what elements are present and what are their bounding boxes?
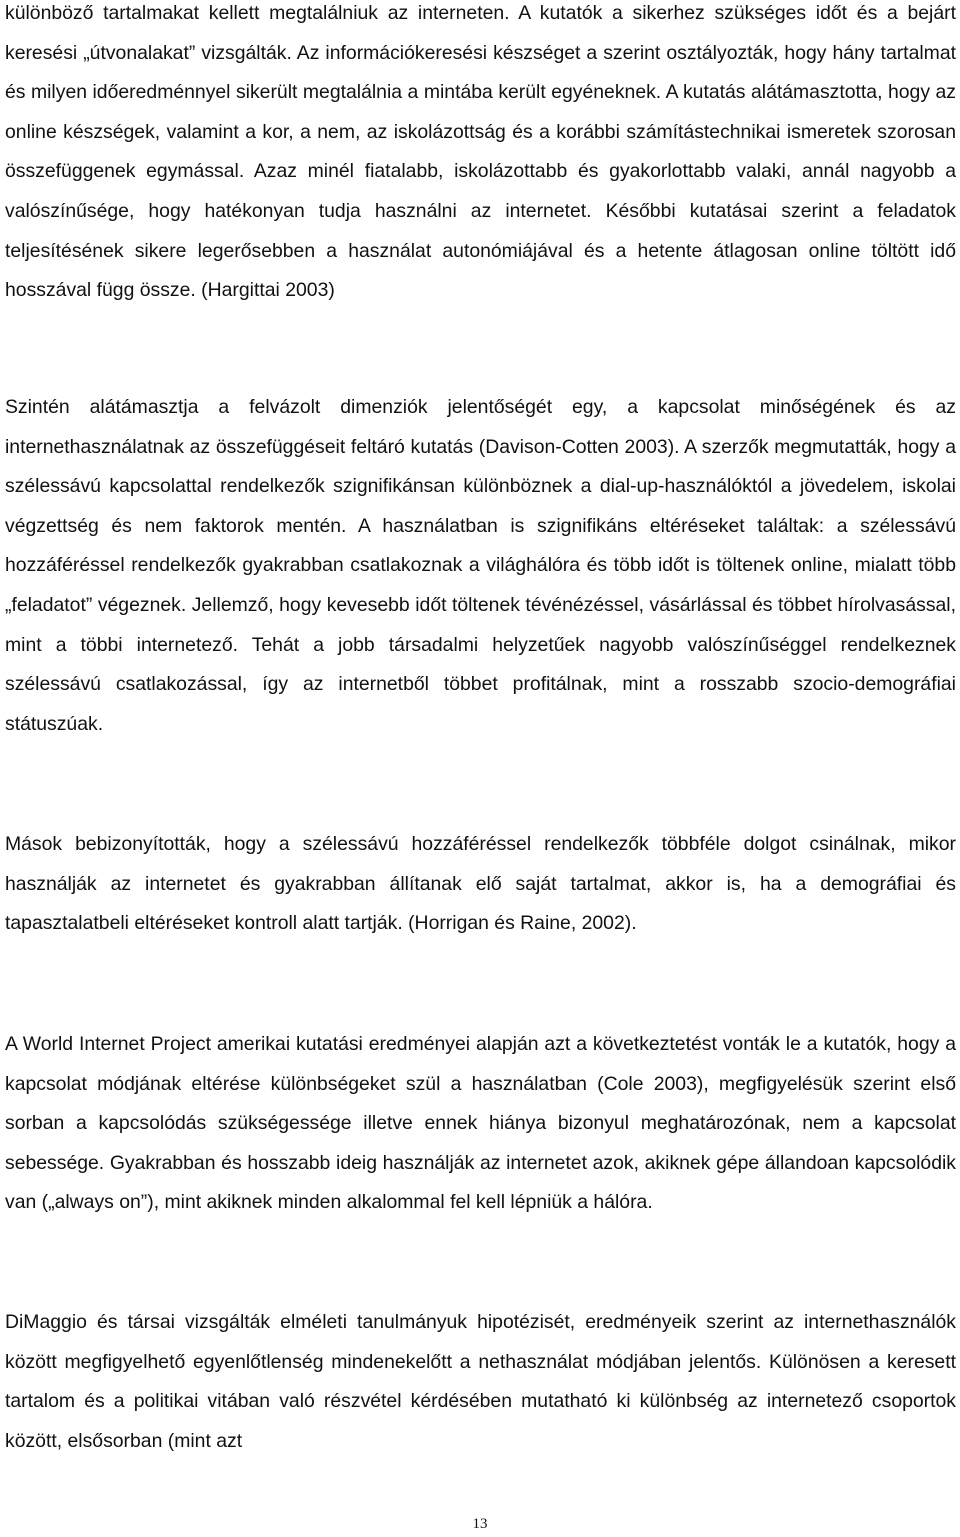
paragraph-horrigan-raine-study: Mások bebizonyították, hogy a szélessávú hozzáféréssel rendelkezők többféle dolgot csinálnak, mikor használják az internetet és gyakrabban állítanak elő saját tartalmat, akkor is, ha a demográfiai és tapasztalatbeli eltéréseket kontroll alatt tartják. (Horrigan és Raine, 2002). [5,833,956,935]
page-number: 13 [472,1516,488,1532]
paragraph-hargittai-study: különböző tartalmakat kellett megtalálniuk az interneten. A kutatók a sikerhez szükséges időt és a bejárt keresési „útvonalakat” vizsgálták. Az információkeresési készséget a szerint osztályozták, hogy hány tartalmat és milyen időeredménnyel sikerült megtalálnia a mintába került egyéneknek. A kutatás alátámasztotta, hogy az online készségek, valamint a kor, a nem, az iskolázottság és a korábbi számítástechnikai ismeretek szorosan összefüggenek egymással. Azaz minél fiatalabb, iskolázottabb és gyakorlottabb valaki, annál nagyobb a valószínűsége, hogy hatékonyan tudja használni az internetet. Későbbi kutatásai szerint a feladatok teljesítésének sikere legerősebben a használat autonómiájával és a hetente átlagosan online töltött idő hosszával függ össze. (Hargittai 2003) [5,2,956,302]
paragraph-davison-cotten-study: Szintén alátámasztja a felvázolt dimenziók jelentőségét egy, a kapcsolat minőségének és az internethasználatnak az összefüggéseit feltáró kutatás (Davison-Cotten 2003). A szerzők megmutatták, hogy a szélessávú kapcsolattal rendelkezők szignifikánsan különböznek a dial-up-használóktól a jövedelem, iskolai végzettség és nem faktorok mentén. A használatban is szignifikáns eltéréseket találtak: a szélessávú hozzáféréssel rendelkezők gyakrabban csatlakoznak a világhálóra és több időt is töltenek online, mialatt több „feladatot” végeznek. Jellemző, hogy kevesebb időt töltenek tévénézéssel, vásárlással és többet hírolvasással, mint a többi internetező. Tehát a jobb társadalmi helyzetűek nagyobb valószínűséggel rendelkeznek szélessávú csatlakozással, így az internetből többet profitálnak, mint a rosszabb szocio-demográfiai státuszúak. [5,396,956,735]
paragraph-world-internet-project: A World Internet Project amerikai kutatási eredményei alapján azt a következtetést vonták le a kutatók, hogy a kapcsolat módjának eltérése különbségeket szül a használatban (Cole 2003), megfigyelésük szerint első sorban a kapcsolódás szükségessége illetve ennek hiánya bizonyul meghatározónak, nem a kapcsolat sebessége. Gyakrabban és hosszabb ideig használják az internetet azok, akiknek gépe állandoan kapcsolódik van („always on”), mint akiknek minden alkalommal fel kell lépniük a hálóra. [5,1033,956,1214]
paragraph-dimaggio-study: DiMaggio és társai vizsgálták elméleti tanulmányuk hipotézisét, eredményeik szerint az internethasználók között megfigyelhető egyenlőtlenség mindenekelőtt a nethasználat módjában jelentős. Különösen a keresett tartalom és a politikai vitában való részvétel kérdésében mutatható ki különbség az internetező csoportok között, elsősorban (mint azt [5,1311,956,1452]
